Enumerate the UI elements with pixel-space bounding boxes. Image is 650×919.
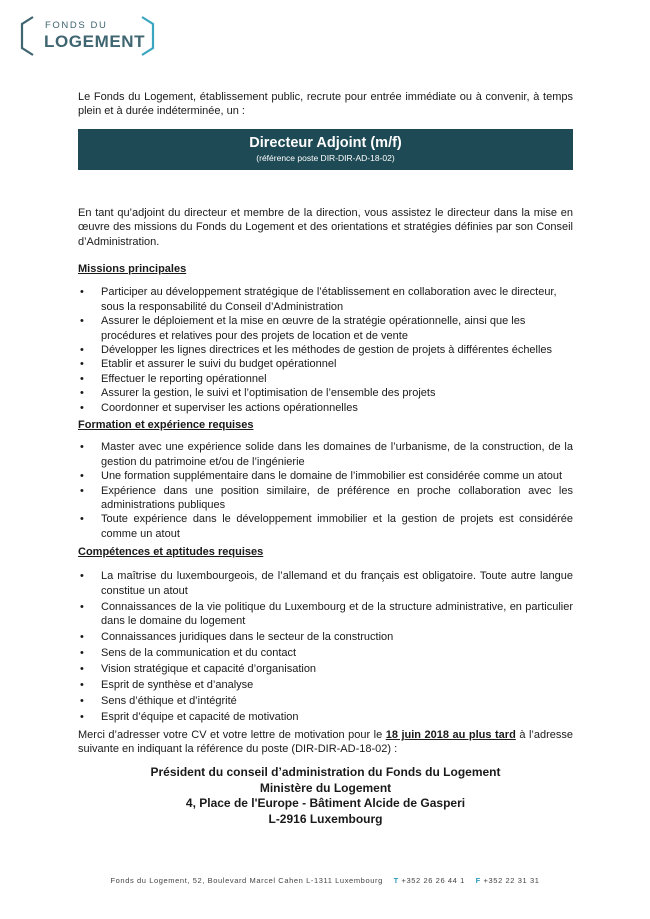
job-title-banner [78,129,573,170]
closing-paragraph: Merci d’adresser votre CV et votre lettre de motivation pour le 18 juin 2018 au plus tard à l’adresse suivante en indiquant la référence du poste (DIR-DIR-AD-18-02) : [78,729,573,756]
competences-section [78,545,573,724]
address-line: 4, Place de l'Europe - Bâtiment Alcide de Gasperi [185,796,466,811]
footer-fax: +352 22 31 31 [483,876,540,885]
fonds-du-logement-logo [20,14,156,58]
list-item: • Etablir et assurer le suivi du budget opérationnel [80,358,337,371]
list-item: • Assurer la gestion, le suivi et l’optimisation de l’ensemble des projets [80,387,436,400]
application-deadline: 18 juin 2018 au plus tard [385,729,516,741]
list-item: • Assurer le déploiement et la mise en œuvre de la stratégie opérationnelle, ainsi que les procédures et relatives pour des projets de location et de vente [80,315,526,342]
formation-heading: Formation et expérience requises [78,419,254,431]
list-item: • Vision stratégique et capacité d’organisation [80,662,317,675]
list-item: • Coordonner et superviser les actions opérationnelles [80,401,358,414]
missions-list [78,285,573,415]
list-item: • Esprit d’équipe et capacité de motivation [80,710,299,723]
list-item: • Esprit de synthèse et d’analyse [80,678,254,691]
page-footer [0,876,650,885]
list-item: • Une formation supplémentaire dans le domaine de l’immobilier est considérée comme un atout [80,470,563,483]
footer-phone: +352 26 26 44 1 [401,876,465,885]
job-title: Directeur Adjoint (m/f) [249,135,402,151]
postal-address [78,765,573,827]
fax-label: F [475,876,481,885]
footer-address: Fonds du Logement, 52, Boulevard Marcel Cahen L-1311 Luxembourg [110,876,383,885]
formation-list [78,440,573,541]
list-item: • Connaissances de la vie politique du Luxembourg et de la structure administrative, en particulier dans le domaine du logement [80,600,573,628]
address-line: Ministère du Logement [259,780,392,795]
intro-paragraph: Le Fonds du Logement, établissement public, recrute pour entrée immédiate ou à convenir, à temps plein et à durée indéterminée, un : [78,91,573,118]
address-line: Président du conseil d’administration du Fonds du Logement [150,765,501,779]
address-line: L-2916 Luxembourg [268,811,383,826]
logo-line2: LOGEMENT [44,32,146,51]
formation-section [78,418,573,541]
competences-list [78,569,573,724]
job-reference: (référence poste DIR-DIR-AD-18-02) [256,153,395,163]
list-item: • Toute expérience dans le développement immobilier et la gestion de projets est considérée comme un atout [80,513,573,540]
missions-section [78,262,573,415]
competences-heading: Compétences et aptitudes requises [78,546,264,558]
list-item: • Participer au développement stratégique de l’établissement en collaboration avec le directeur, sous la responsabilité du Conseil d’Administration [80,286,557,313]
list-item: • La maîtrise du luxembourgeois, de l’allemand et du français est obligatoire. Toute autre langue constitue un atout [80,570,573,597]
logo-line1: FONDS DU [45,20,108,31]
list-item: • Connaissances juridiques dans le secteur de la construction [80,631,394,644]
list-item: • Master avec une expérience solide dans les domaines de l’urbanisme, de la construction, de la gestion du patrimoine et/ou de l’ingénierie [80,441,573,468]
list-item: • Sens d’éthique et d’intégrité [80,694,237,707]
list-item: • Développer les lignes directrices et les méthodes de gestion de projets à différentes échelles [80,344,553,357]
phone-label: T [393,876,399,885]
list-item: • Sens de la communication et du contact [80,646,297,659]
list-item: • Expérience dans une position similaire, de préférence en proche collaboration avec les administrations publiques [80,484,573,512]
description-paragraph: En tant qu’adjoint du directeur et membre de la direction, vous assistez le directeur dans la mise en œuvre des missions du Fonds du Logement et des orientations et stratégies définies par son Conseil d’Administration. [78,207,573,248]
list-item: • Effectuer le reporting opérationnel [80,372,267,385]
missions-heading: Missions principales [78,263,187,275]
